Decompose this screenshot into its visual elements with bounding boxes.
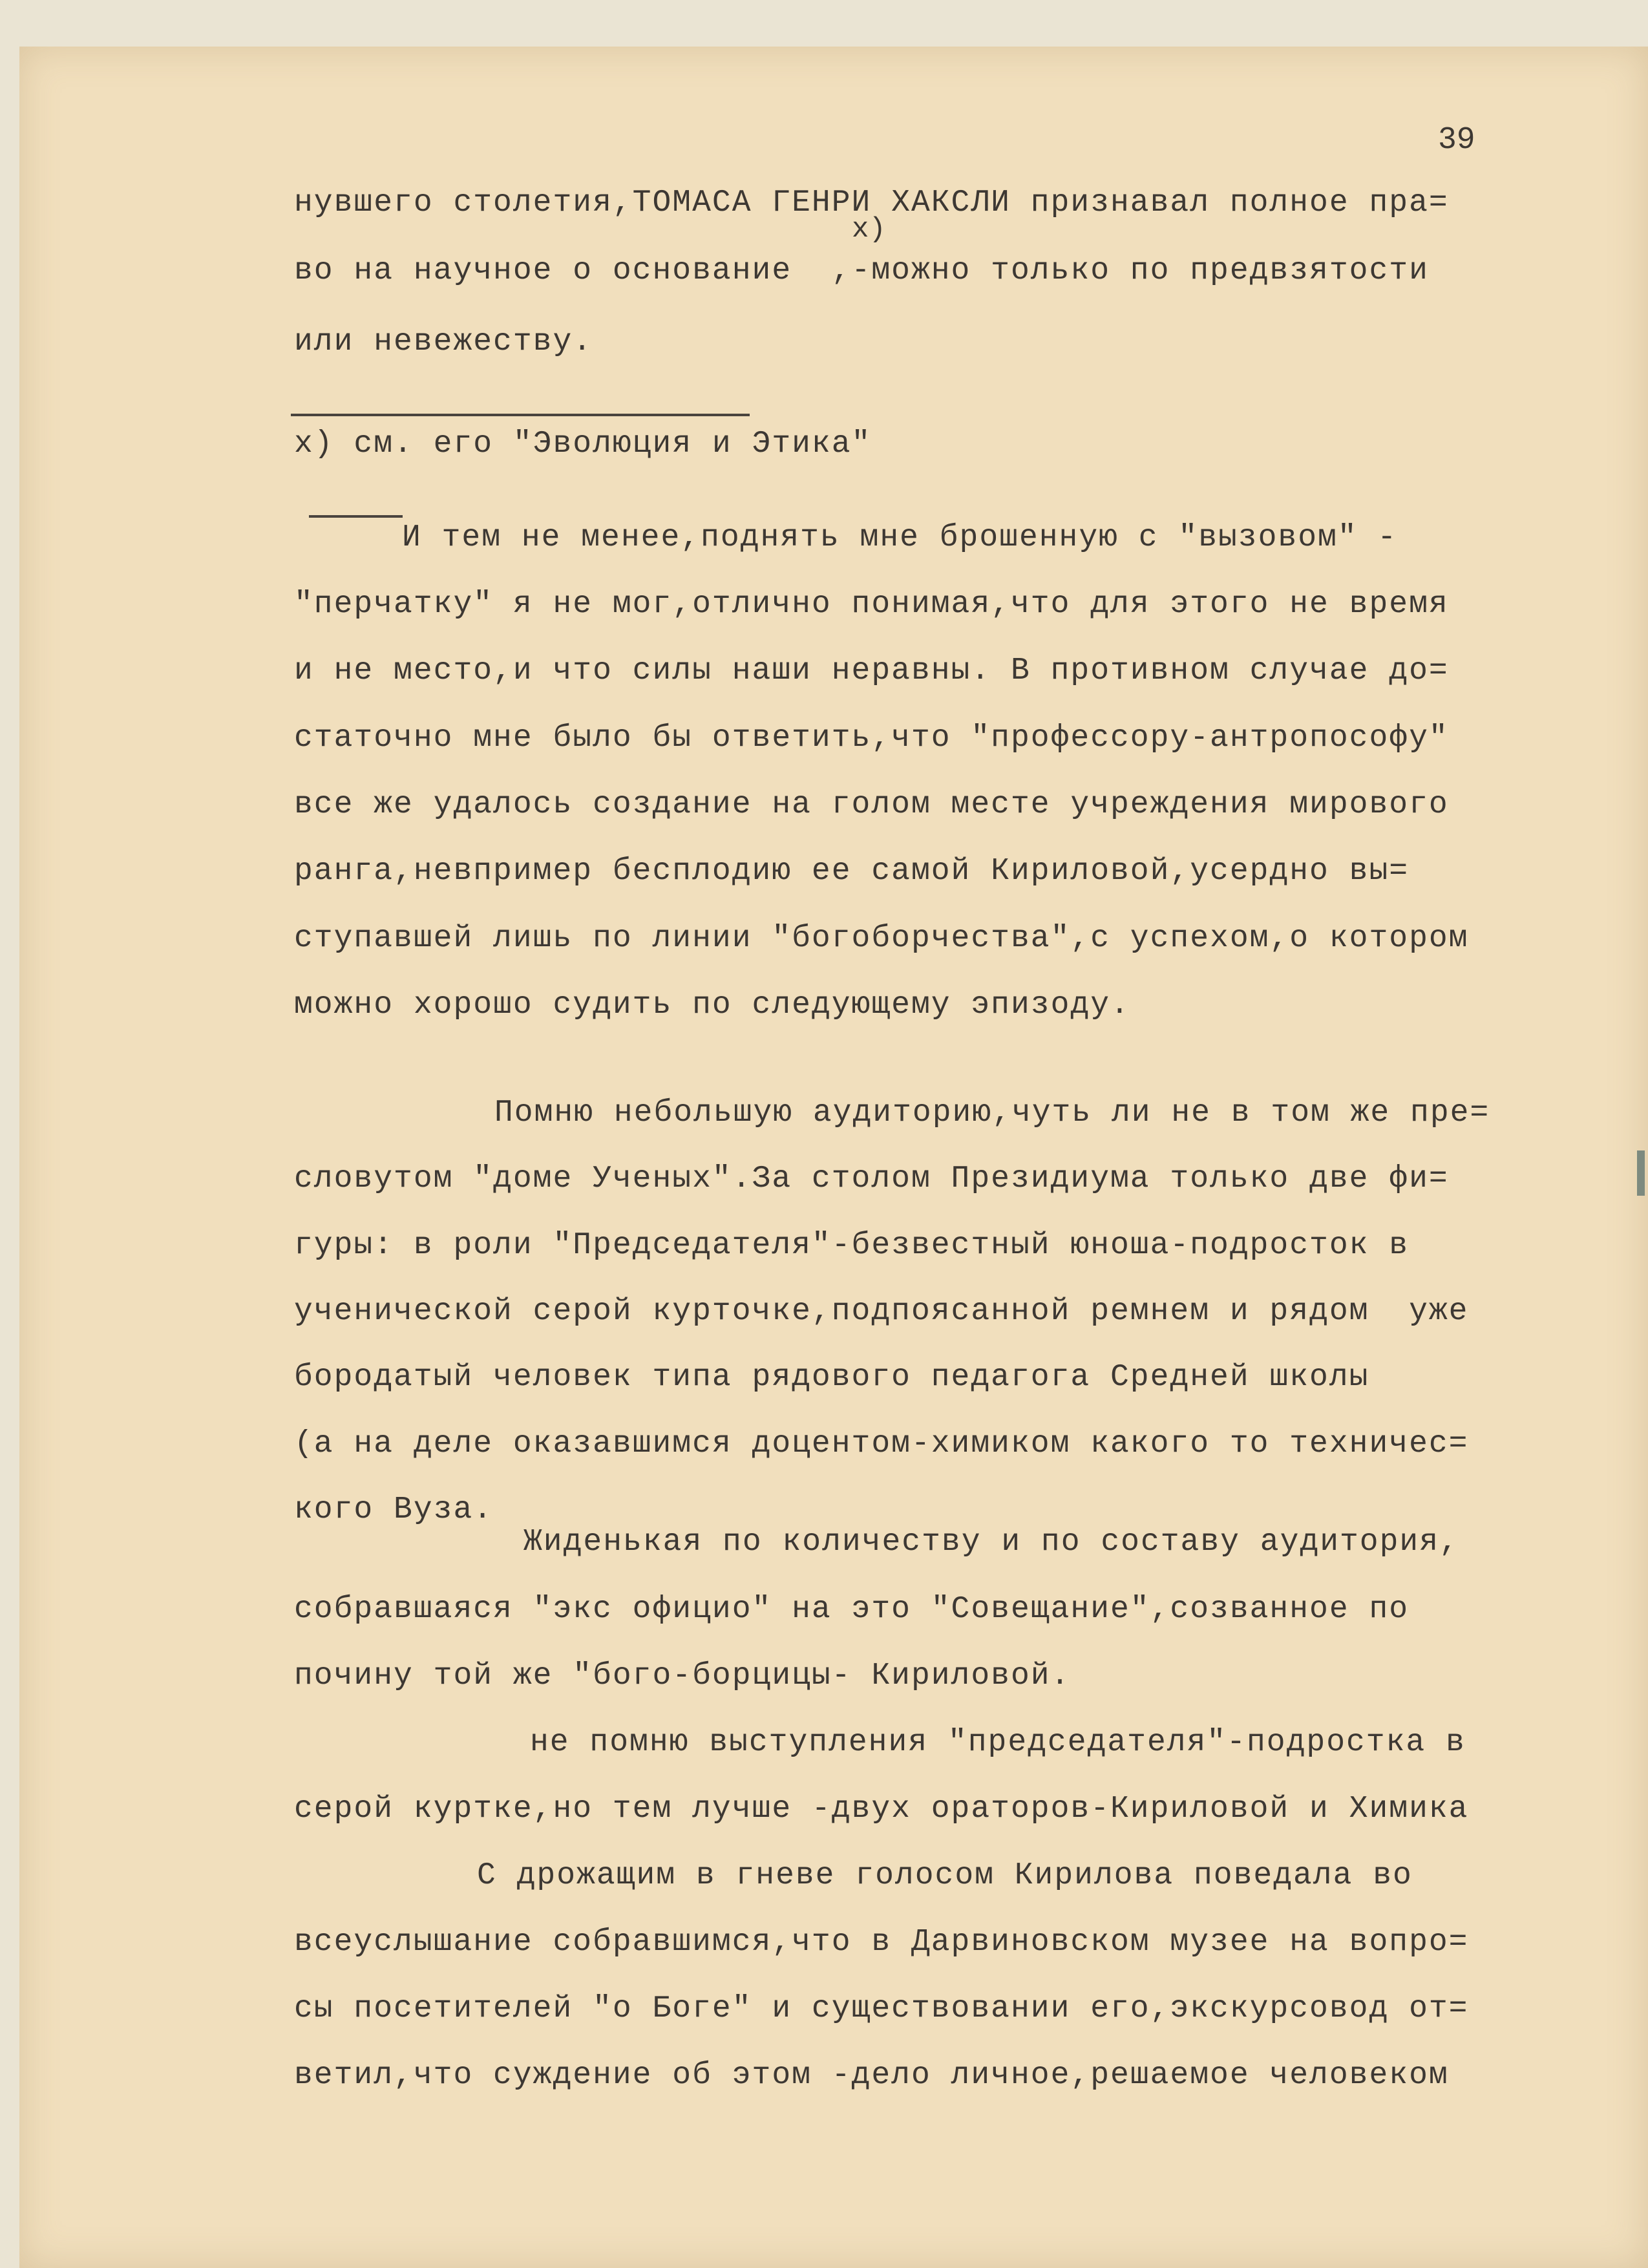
text-line-23: не помню выступления "председателя"-подростка в	[530, 1725, 1466, 1760]
text-line-2: во на научное о основание ,-можно только по предвзятости	[294, 253, 1429, 288]
text-line-10: ранга,невпример бесплодию ее самой Кириловой,усердно вы=	[294, 854, 1410, 889]
text-line-6: "перчатку" я не мог,отлично понимая,что для этого не время	[294, 587, 1449, 622]
page-number: 39	[1438, 123, 1475, 158]
text-line-9: все же удалось создание на голом месте учреждения мирового	[294, 787, 1449, 822]
text-line-8: статочно мне было бы ответить,что "профессору-антропософу"	[294, 721, 1449, 756]
scan-left-margin	[0, 0, 19, 2268]
footnote-marker: х)	[852, 213, 886, 246]
text-line-27: сы посетителей "о Боге" и существовании его,экскурсовод от=	[294, 1991, 1469, 2026]
text-line-19: кого Вуза.	[294, 1492, 494, 1527]
paragraph-dash	[309, 515, 403, 518]
text-line-16: ученической серой курточке,подпоясанной ремнем и рядом уже	[294, 1294, 1469, 1329]
text-line-21: собравшаяся "экс официо" на это "Совещание",созванное по	[294, 1592, 1410, 1627]
text-line-22: почину той же "бого-борцицы- Кириловой.	[294, 1659, 1071, 1693]
text-line-13: Помню небольшую аудиторию,чуть ли не в том же пре=	[494, 1096, 1490, 1130]
text-line-1: нувшего столетия,ТОМАСА ГЕНРИ ХАКСЛИ признавал полное пра=	[294, 185, 1449, 220]
text-line-25: С дрожащим в гневе голосом Кирилова поведала во	[477, 1858, 1413, 1893]
text-line-20: Жиденькая по количеству и по составу аудитория,	[523, 1525, 1459, 1560]
text-line-15: гуры: в роли "Председателя"-безвестный юноша-подросток в	[294, 1228, 1410, 1263]
footnote-separator	[291, 414, 750, 416]
text-line-12: можно хорошо судить по следующему эпизоду.	[294, 988, 1130, 1023]
text-line-24: серой куртке,но тем лучше -двух ораторов-Кириловой и Химика	[294, 1792, 1469, 1827]
scan-top-margin	[0, 0, 1648, 47]
text-line-3: или невежеству.	[294, 324, 593, 359]
text-line-18: (а на деле оказавшимся доцентом-химиком какого то техничес=	[294, 1426, 1469, 1461]
footnote-text: х) см. его "Эволюция и Этика"	[294, 427, 872, 461]
paper-edge-notch	[1637, 1150, 1645, 1196]
text-line-7: и не место,и что силы наши неравны. В противном случае до=	[294, 653, 1449, 688]
text-line-5: И тем не менее,поднять мне брошенную с "вызовом" -	[402, 520, 1398, 555]
text-line-14: словутом "доме Ученых".За столом Президиума только две фи=	[294, 1161, 1449, 1196]
text-line-26: всеуслышание собравшимся,что в Дарвиновском музее на вопро=	[294, 1925, 1469, 1960]
text-line-11: ступавшей лишь по линии "богоборчества",с успехом,о котором	[294, 921, 1469, 956]
text-line-28: ветил,что суждение об этом -дело личное,решаемое человеком	[294, 2058, 1449, 2093]
text-line-17: бородатый человек типа рядового педагога Средней школы	[294, 1360, 1369, 1395]
